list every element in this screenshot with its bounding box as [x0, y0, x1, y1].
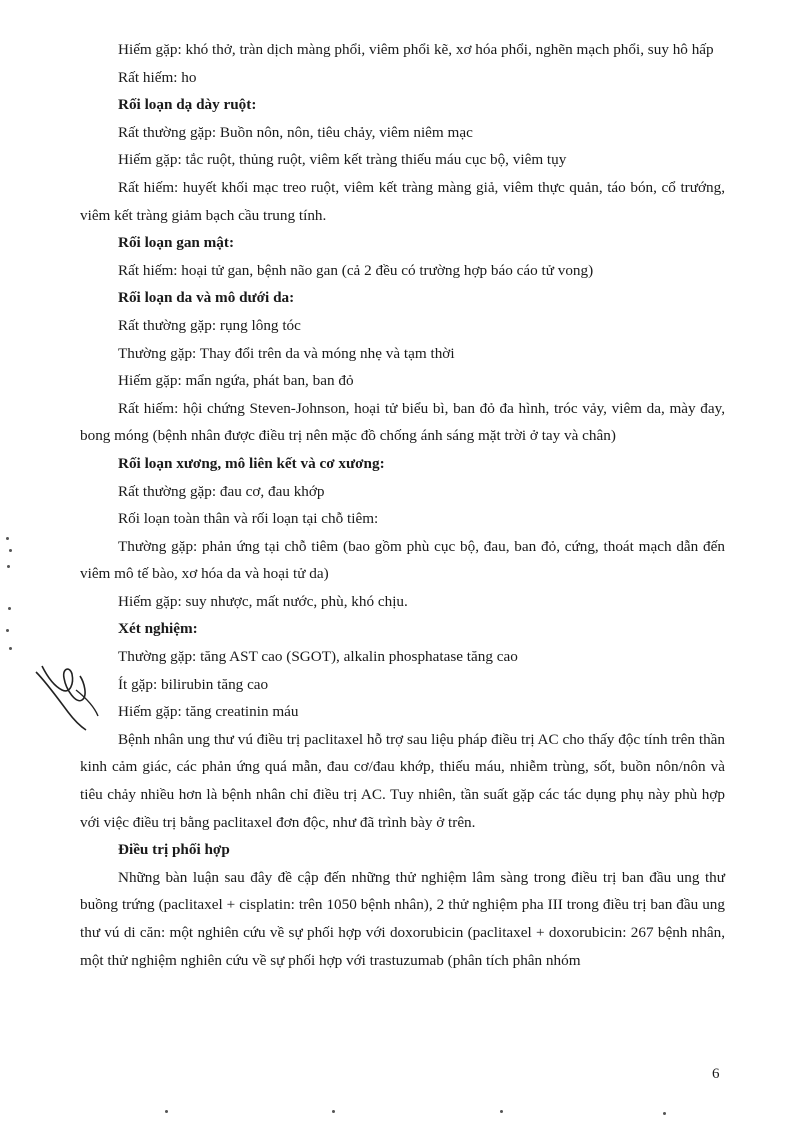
paragraph: Rất hiếm: hoại tử gan, bệnh não gan (cả 2 đều có trường hợp báo cáo tử vong) — [118, 261, 594, 279]
paragraph: Thường gặp: Thay đổi trên da và móng nhẹ và tạm thời — [118, 344, 455, 362]
paragraph: Hiếm gặp: tắc ruột, thủng ruột, viêm kết tràng thiếu máu cục bộ, viêm tụy — [118, 151, 567, 169]
section-heading: Rối loạn gan mật: — [118, 234, 235, 252]
paragraph: Rất thường gặp: rụng lông tóc — [118, 316, 301, 334]
paragraph: Rất hiếm: huyết khối mạc treo ruột, viêm kết tràng màng giả, viêm thực quản, táo bón, cổ trướng, viêm kết tràng giảm bạch cầu trung tính. — [80, 178, 725, 224]
paragraph: Hiếm gặp: khó thở, tràn dịch màng phổi, viêm phổi kẽ, xơ hóa phổi, nghẽn mạch phổi, suy hô hấp — [118, 41, 714, 58]
paragraph: Bệnh nhân ung thư vú điều trị paclitaxel hỗ trợ sau liệu pháp điều trị AC cho thấy độc tính trên thần kinh cảm giác, các phản ứng quá mẫn, đau cơ/đau khớp, thiếu máu, nhiễm trùng, sốt, buồn nôn/nôn và tiêu chảy nhiều hơn là bệnh nhân chỉ điều trị AC. Tuy nhiên, tần suất gặp các tác dụng phụ này phù hợp với việc điều trị bằng paclitaxel đơn độc, như đã trình bày ở trên. — [80, 730, 725, 831]
paragraph: Rất thường gặp: Buồn nôn, nôn, tiêu chảy, viêm niêm mạc — [118, 123, 473, 141]
handwritten-signature — [32, 660, 122, 740]
paragraph: Hiếm gặp: tăng creatinin máu — [118, 703, 299, 721]
paragraph: Rất thường gặp: đau cơ, đau khớp — [118, 482, 325, 500]
document-body — [80, 36, 725, 974]
section-heading: Rối loạn da và mô dưới da: — [118, 289, 295, 307]
paragraph: Rối loạn toàn thân và rối loạn tại chỗ tiêm: — [118, 510, 379, 528]
paragraph: Rất hiếm: hội chứng Steven-Johnson, hoại tử biểu bì, ban đỏ đa hình, tróc vảy, viêm da, mày đay, bong móng (bệnh nhân được điều trị nên mặc đồ chống ánh sáng mặt trời ở tay và chân) — [80, 399, 725, 445]
paragraph: Thường gặp: phản ứng tại chỗ tiêm (bao gồm phù cục bộ, đau, ban đỏ, cứng, thoát mạch dẫn đến viêm mô tế bào, xơ hóa da và hoại tử da) — [80, 537, 725, 583]
section-heading: Rối loạn dạ dày ruột: — [118, 96, 257, 114]
paragraph: Hiếm gặp: suy nhược, mất nước, phù, khó chịu. — [118, 592, 408, 610]
paragraph: Ít gặp: bilirubin tăng cao — [118, 675, 269, 693]
section-heading: Rối loạn xương, mô liên kết và cơ xương: — [118, 454, 385, 472]
paragraph: Những bàn luận sau đây đề cập đến những thử nghiệm lâm sàng trong điều trị ban đầu ung thư buồng trứng (paclitaxel + cisplatin: trên 1050 bệnh nhân), 2 thử nghiệm pha III trong điều trị ban đầu ung thư vú di căn: một nghiên cứu về sự phối hợp với doxorubicin (paclitaxel + doxorubicin: 267 bệnh nhân, một thử nghiệm nghiên cứu về sự phối hợp với trastuzumab (phân tích phân nhóm — [80, 868, 725, 969]
section-heading: Điều trị phối hợp — [118, 841, 230, 859]
section-heading: Xét nghiệm: — [118, 620, 198, 638]
paragraph: Hiếm gặp: mẩn ngứa, phát ban, ban đỏ — [118, 372, 354, 390]
paragraph: Thường gặp: tăng AST cao (SGOT), alkalin phosphatase tăng cao — [118, 648, 518, 666]
paragraph: Rất hiếm: ho — [118, 68, 197, 86]
page-number: 6 — [712, 1066, 720, 1082]
